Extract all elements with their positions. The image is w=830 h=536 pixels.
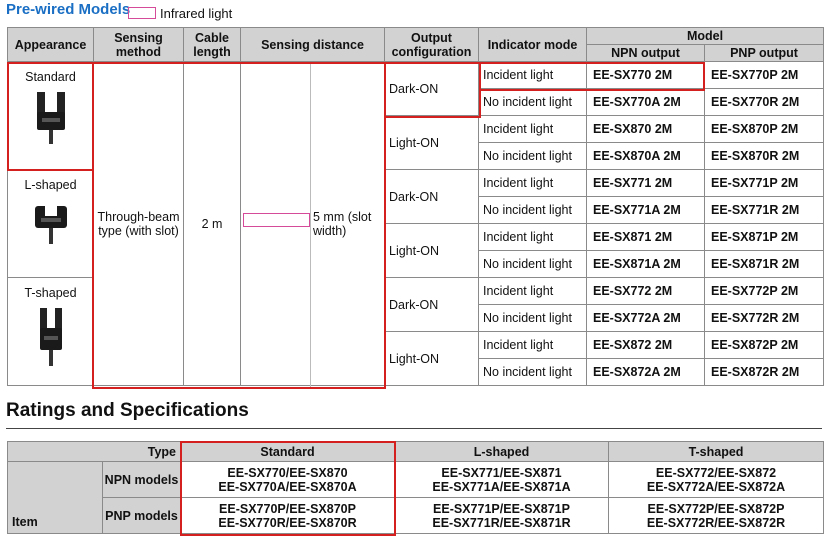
ratings-table	[7, 441, 824, 534]
item-label: Item	[8, 462, 103, 534]
npn-model-2: EE-SX770A 2M	[587, 89, 705, 116]
pnp-models-label: PNP models	[103, 498, 181, 534]
indicator-5: Incident light	[479, 170, 587, 197]
section-divider	[6, 428, 822, 429]
type-standard: Standard	[181, 442, 395, 462]
l-shaped-sensor-icon	[31, 198, 71, 246]
pnp-standard-line2: EE-SX770R/EE-SX870R	[218, 515, 357, 530]
npn-model-7: EE-SX871 2M	[587, 224, 705, 251]
npn-standard-line1: EE-SX770/EE-SX870	[227, 465, 348, 480]
type-label: Type	[8, 442, 181, 462]
npn-model-10: EE-SX772A 2M	[587, 305, 705, 332]
npn-t-shaped-line1: EE-SX772/EE-SX872	[655, 465, 777, 480]
section-title: Ratings and Specifications	[6, 400, 249, 421]
indicator-1: Incident light	[479, 62, 587, 89]
appearance-standard-label: Standard	[25, 70, 76, 84]
col-cable-length: Cable length	[184, 28, 241, 62]
npn-model-8: EE-SX871A 2M	[587, 251, 705, 278]
sensing-distance-text: 5 mm (slot width)	[313, 209, 372, 238]
npn-l-shaped-line2: EE-SX771A/EE-SX871A	[432, 479, 571, 494]
col-appearance: Appearance	[8, 28, 94, 62]
pnp-model-11: EE-SX872P 2M	[705, 332, 824, 359]
sensing-method-cell: Through-beam type (with slot)	[94, 62, 184, 386]
output-config-6: Light-ON	[385, 332, 479, 386]
pnp-l-shaped-line2: EE-SX771R/EE-SX871R	[432, 515, 571, 530]
pnp-model-10: EE-SX772R 2M	[705, 305, 824, 332]
npn-t-shaped-line2: EE-SX772A/EE-SX872A	[646, 479, 786, 494]
pnp-t-shaped	[609, 498, 824, 534]
appearance-standard	[8, 62, 94, 170]
npn-models-label: NPN models	[103, 462, 181, 498]
pnp-model-4: EE-SX870R 2M	[705, 143, 824, 170]
indicator-7: Incident light	[479, 224, 587, 251]
npn-model-5: EE-SX771 2M	[587, 170, 705, 197]
pnp-l-shaped	[395, 498, 609, 534]
appearance-l-shaped	[8, 170, 94, 278]
npn-model-9: EE-SX772 2M	[587, 278, 705, 305]
pre-wired-models-table	[7, 27, 824, 386]
npn-t-shaped	[609, 462, 824, 498]
col-sensing-method: Sensing method	[94, 28, 184, 62]
pnp-model-8: EE-SX871R 2M	[705, 251, 824, 278]
pnp-model-3: EE-SX870P 2M	[705, 116, 824, 143]
col-sensing-distance: Sensing distance	[241, 28, 385, 62]
appearance-t-shaped	[8, 278, 94, 386]
indicator-3: Incident light	[479, 116, 587, 143]
indicator-10: No incident light	[479, 305, 587, 332]
npn-model-6: EE-SX771A 2M	[587, 197, 705, 224]
pnp-model-1: EE-SX770P 2M	[705, 62, 824, 89]
pnp-t-shaped-line2: EE-SX772R/EE-SX872R	[646, 515, 786, 530]
cable-length-cell: 2 m	[184, 62, 241, 386]
indicator-9: Incident light	[479, 278, 587, 305]
col-pnp-output: PNP output	[705, 45, 824, 62]
indicator-11: Incident light	[479, 332, 587, 359]
output-config-3: Dark-ON	[385, 170, 479, 224]
pnp-model-6: EE-SX771R 2M	[705, 197, 824, 224]
infrared-beam-swatch	[243, 213, 310, 227]
npn-l-shaped	[395, 462, 609, 498]
output-config-1: Dark-ON	[385, 62, 479, 116]
pnp-model-5: EE-SX771P 2M	[705, 170, 824, 197]
npn-l-shaped-line1: EE-SX771/EE-SX871	[441, 465, 562, 480]
pnp-model-7: EE-SX871P 2M	[705, 224, 824, 251]
pnp-standard	[181, 498, 395, 534]
npn-model-1: EE-SX770 2M	[587, 62, 705, 89]
pnp-model-12: EE-SX872R 2M	[705, 359, 824, 386]
indicator-8: No incident light	[479, 251, 587, 278]
type-t-shaped: T-shaped	[609, 442, 824, 462]
output-config-2: Light-ON	[385, 116, 479, 170]
sensing-distance-divider	[310, 62, 311, 388]
infrared-legend-swatch	[128, 7, 156, 19]
col-output-configuration: Output configuration	[385, 28, 479, 62]
npn-model-4: EE-SX870A 2M	[587, 143, 705, 170]
indicator-12: No incident light	[479, 359, 587, 386]
t-shaped-sensor-icon	[36, 306, 66, 368]
standard-sensor-icon	[34, 90, 68, 146]
indicator-4: No incident light	[479, 143, 587, 170]
npn-standard-line2: EE-SX770A/EE-SX870A	[218, 479, 357, 494]
page-title: Pre-wired Models	[6, 1, 131, 18]
pnp-t-shaped-line1: EE-SX772P/EE-SX872P	[647, 501, 785, 516]
output-config-5: Dark-ON	[385, 278, 479, 332]
col-indicator-mode: Indicator mode	[479, 28, 587, 62]
pnp-l-shaped-line1: EE-SX771P/EE-SX871P	[433, 501, 570, 516]
pnp-model-9: EE-SX772P 2M	[705, 278, 824, 305]
indicator-6: No incident light	[479, 197, 587, 224]
pnp-model-2: EE-SX770R 2M	[705, 89, 824, 116]
type-l-shaped: L-shaped	[395, 442, 609, 462]
pnp-standard-line1: EE-SX770P/EE-SX870P	[219, 501, 356, 516]
appearance-t-shaped-label: T-shaped	[24, 286, 77, 300]
npn-model-3: EE-SX870 2M	[587, 116, 705, 143]
col-model: Model	[587, 28, 824, 45]
col-npn-output: NPN output	[587, 45, 705, 62]
npn-standard	[181, 462, 395, 498]
output-config-4: Light-ON	[385, 224, 479, 278]
infrared-legend-label: Infrared light	[160, 6, 233, 21]
npn-model-12: EE-SX872A 2M	[587, 359, 705, 386]
appearance-l-shaped-label: L-shaped	[24, 178, 77, 192]
npn-model-11: EE-SX872 2M	[587, 332, 705, 359]
indicator-2: No incident light	[479, 89, 587, 116]
